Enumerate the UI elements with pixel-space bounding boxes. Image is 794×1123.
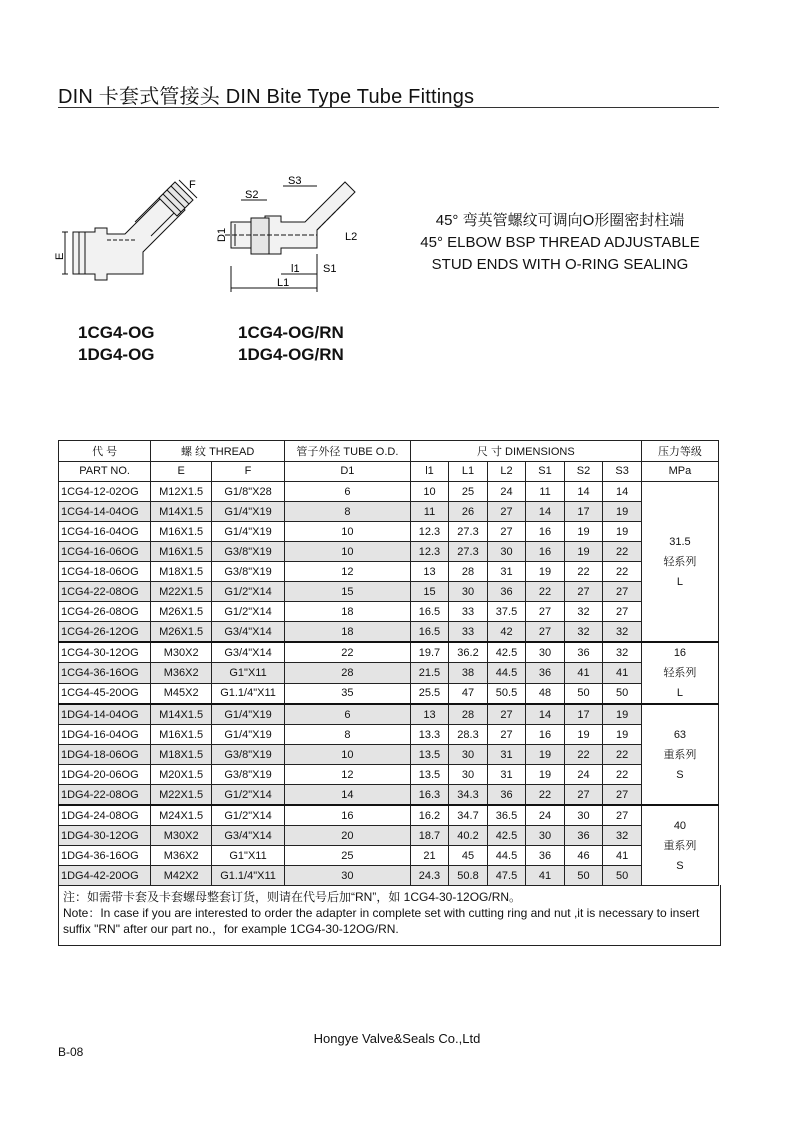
dim-label-D1: D1 — [216, 227, 228, 242]
table-cell: M42X2 — [151, 866, 212, 886]
pressure-class-letter: S — [676, 859, 684, 872]
table-cell: 16 — [526, 522, 565, 542]
table-cell: 1DG4-22-08OG — [59, 785, 151, 806]
page-title: DIN 卡套式管接头 DIN Bite Type Tube Fittings — [58, 86, 475, 108]
table-row — [59, 602, 719, 622]
table-cell: 31 — [487, 765, 526, 785]
table-cell: 10 — [285, 542, 411, 562]
table-cell: 22 — [285, 642, 411, 663]
table-cell: 35 — [285, 683, 411, 704]
table-cell: 36 — [564, 826, 603, 846]
table-cell: G1/4"X19 — [212, 725, 285, 745]
table-cell: 22 — [603, 745, 642, 765]
table-cell: G1.1/4"X11 — [212, 683, 285, 704]
table-cell: 46 — [564, 846, 603, 866]
table-cell: 14 — [526, 704, 565, 725]
table-cell: 50 — [603, 866, 642, 886]
table-row — [59, 704, 719, 725]
table-cell: M16X1.5 — [151, 522, 212, 542]
table-row — [59, 562, 719, 582]
header-tube-od: 管子外径 TUBE O.D. — [285, 441, 411, 462]
table-cell: M26X1.5 — [151, 602, 212, 622]
pressure-class-letter: L — [676, 687, 683, 699]
table-cell: 1CG4-16-06OG — [59, 542, 151, 562]
table-cell: 32 — [603, 642, 642, 663]
dim-label-L2: L2 — [345, 231, 358, 243]
table-row — [59, 663, 719, 683]
table-cell: 27 — [564, 785, 603, 806]
table-cell: 27 — [526, 602, 565, 622]
model-code: 1DG4-OG — [78, 345, 155, 364]
table-cell: G1"X11 — [212, 846, 285, 866]
pressure-class-pressure: 63 — [673, 728, 687, 741]
table-cell: M36X2 — [151, 663, 212, 683]
table-cell: 48 — [526, 683, 565, 704]
dim-label-l1: l1 — [291, 263, 300, 275]
table-cell: 1DG4-36-16OG — [59, 846, 151, 866]
table-cell: G3/8"X19 — [212, 765, 285, 785]
table-cell: 1DG4-16-04OG — [59, 725, 151, 745]
pressure-class-series: 轻系列 — [663, 667, 697, 679]
table-cell: 18 — [285, 602, 411, 622]
table-cell: 22 — [603, 765, 642, 785]
table-cell: M16X1.5 — [151, 542, 212, 562]
table-cell: 24 — [487, 482, 526, 502]
table-row — [59, 522, 719, 542]
table-cell: 32 — [603, 826, 642, 846]
table-cell: 27 — [526, 622, 565, 643]
table-cell: 1CG4-26-12OG — [59, 622, 151, 643]
product-description — [390, 210, 730, 276]
table-cell: 27 — [487, 725, 526, 745]
table-cell: 11 — [410, 502, 449, 522]
table-cell: 13 — [410, 562, 449, 582]
header-L2: L2 — [487, 461, 526, 482]
model-codes-left — [78, 322, 155, 366]
table-cell: 1DG4-20-06OG — [59, 765, 151, 785]
table-cell: 16.5 — [410, 622, 449, 643]
table-cell: 12.3 — [410, 522, 449, 542]
table-cell: 41 — [603, 846, 642, 866]
table-cell: 27 — [487, 522, 526, 542]
table-cell: 22 — [603, 562, 642, 582]
table-cell: 27 — [603, 805, 642, 826]
table-header-row-1 — [59, 441, 719, 462]
dim-label-S2: S2 — [245, 189, 259, 201]
table-cell: 12 — [285, 765, 411, 785]
table-cell: 20 — [285, 826, 411, 846]
table-cell: 1DG4-14-04OG — [59, 704, 151, 725]
table-cell: 27 — [564, 582, 603, 602]
table-cell: 33 — [449, 602, 488, 622]
table-cell: 36.5 — [487, 805, 526, 826]
table-cell: 1CG4-30-12OG — [59, 642, 151, 663]
table-cell: 1DG4-18-06OG — [59, 745, 151, 765]
table-cell: M36X2 — [151, 846, 212, 866]
order-note — [58, 885, 721, 946]
table-cell: 21.5 — [410, 663, 449, 683]
table-cell: 1CG4-12-02OG — [59, 482, 151, 502]
table-cell: G1.1/4"X11 — [212, 866, 285, 886]
table-row — [59, 725, 719, 745]
table-cell: 16 — [526, 542, 565, 562]
table-cell: 19 — [564, 522, 603, 542]
table-cell: 42.5 — [487, 826, 526, 846]
table-cell: 28 — [285, 663, 411, 683]
company-name: Hongye Valve&Seals Co.,Ltd — [313, 1031, 481, 1046]
header-rule — [58, 107, 719, 108]
table-cell: 47 — [449, 683, 488, 704]
table-cell: 44.5 — [487, 663, 526, 683]
header-L1: L1 — [449, 461, 488, 482]
table-cell: M45X2 — [151, 683, 212, 704]
table-cell: 36 — [487, 582, 526, 602]
table-cell: 1CG4-45-20OG — [59, 683, 151, 704]
table-cell: G1/2"X14 — [212, 582, 285, 602]
pressure-class-pressure: 31.5 — [669, 535, 691, 548]
dim-label-F: F — [189, 179, 196, 191]
pressure-class-pressure: 16 — [673, 647, 687, 659]
table-cell: 19 — [526, 745, 565, 765]
table-cell: 30 — [564, 805, 603, 826]
table-cell: 22 — [526, 785, 565, 806]
description-cn: 45° 弯英管螺纹可调向O形圈密封柱端 — [435, 212, 685, 229]
table-cell: 37.5 — [487, 602, 526, 622]
table-cell: 36.2 — [449, 642, 488, 663]
table-cell: 27.3 — [449, 542, 488, 562]
dim-label-L1: L1 — [277, 277, 290, 289]
dim-label-S3: S3 — [288, 175, 302, 187]
table-cell: G3/8"X19 — [212, 542, 285, 562]
table-cell: 24.3 — [410, 866, 449, 886]
table-cell: 14 — [564, 482, 603, 502]
table-cell: 22 — [564, 562, 603, 582]
table-cell: 34.3 — [449, 785, 488, 806]
table-cell: 30 — [449, 765, 488, 785]
pressure-class-series: 重系列 — [663, 839, 697, 852]
note-en: Note：In case if you are interested to order the adapter in complete set with cutting ring and nut ,it is necessary to insert suffix "RN" after our part no.，for example 1CG4-30-12OG/RN. — [63, 906, 700, 936]
table-cell: M18X1.5 — [151, 745, 212, 765]
model-code: 1CG4-OG — [78, 323, 155, 342]
table-row — [59, 642, 719, 663]
table-cell: 32 — [603, 622, 642, 643]
table-cell: 25 — [449, 482, 488, 502]
table-row — [59, 582, 719, 602]
table-cell: G1"X11 — [212, 663, 285, 683]
table-cell: 31 — [487, 745, 526, 765]
table-cell: 19 — [526, 765, 565, 785]
table-cell: G1/2"X14 — [212, 805, 285, 826]
table-cell: 1CG4-26-08OG — [59, 602, 151, 622]
table-cell: G1/4"X19 — [212, 502, 285, 522]
table-cell: 1DG4-30-12OG — [59, 826, 151, 846]
table-cell: M14X1.5 — [151, 502, 212, 522]
table-cell: M18X1.5 — [151, 562, 212, 582]
table-cell: 41 — [603, 663, 642, 683]
table-cell: 16 — [285, 805, 411, 826]
table-cell: M12X1.5 — [151, 482, 212, 502]
table-cell: G1/8"X28 — [212, 482, 285, 502]
table-cell: M24X1.5 — [151, 805, 212, 826]
table-cell: 1CG4-22-08OG — [59, 582, 151, 602]
table-cell: 19 — [603, 522, 642, 542]
table-cell: 10 — [285, 745, 411, 765]
table-cell: 19.7 — [410, 642, 449, 663]
table-cell: 28 — [449, 704, 488, 725]
header-thread: 螺 纹 THREAD — [151, 441, 285, 462]
table-cell: M30X2 — [151, 826, 212, 846]
table-cell: 27.3 — [449, 522, 488, 542]
table-cell: 44.5 — [487, 846, 526, 866]
table-row — [59, 745, 719, 765]
table-cell: 19 — [603, 502, 642, 522]
table-row — [59, 683, 719, 704]
table-cell: G3/4"X14 — [212, 642, 285, 663]
table-cell: 19 — [526, 562, 565, 582]
table-cell: 50 — [603, 683, 642, 704]
table-row — [59, 826, 719, 846]
table-row — [59, 785, 719, 806]
table-cell: 40.2 — [449, 826, 488, 846]
table-cell: 41 — [564, 663, 603, 683]
table-cell: 1DG4-42-20OG — [59, 866, 151, 886]
table-cell: 1CG4-16-04OG — [59, 522, 151, 542]
table-cell: 42 — [487, 622, 526, 643]
table-cell: 24 — [564, 765, 603, 785]
table-cell: M26X1.5 — [151, 622, 212, 643]
pressure-class-letter: S — [676, 768, 684, 781]
table-cell: 14 — [603, 482, 642, 502]
table-cell: 47.5 — [487, 866, 526, 886]
table-cell: M16X1.5 — [151, 725, 212, 745]
header-S1: S1 — [526, 461, 565, 482]
table-cell: 13.3 — [410, 725, 449, 745]
pressure-class-cell — [641, 482, 718, 643]
table-cell: 14 — [285, 785, 411, 806]
header-dimensions: 尺 寸 DIMENSIONS — [410, 441, 641, 462]
header-mpa: MPa — [641, 461, 718, 482]
header-l1: l1 — [410, 461, 449, 482]
model-code: 1CG4-OG/RN — [238, 323, 344, 342]
table-cell: 32 — [564, 602, 603, 622]
table-cell: 32 — [564, 622, 603, 643]
table-row — [59, 866, 719, 886]
pressure-class-series: 轻系列 — [663, 555, 697, 568]
table-cell: M30X2 — [151, 642, 212, 663]
table-cell: 38 — [449, 663, 488, 683]
table-cell: 26 — [449, 502, 488, 522]
table-cell: M22X1.5 — [151, 582, 212, 602]
table-cell: 36 — [564, 642, 603, 663]
table-cell: 13 — [410, 704, 449, 725]
table-cell: 6 — [285, 704, 411, 725]
table-cell: 1DG4-24-08OG — [59, 805, 151, 826]
table-cell: 17 — [564, 704, 603, 725]
table-cell: 31 — [487, 562, 526, 582]
pressure-class-series: 重系列 — [663, 748, 697, 761]
table-cell: 1CG4-14-04OG — [59, 502, 151, 522]
table-cell: 50.5 — [487, 683, 526, 704]
table-cell: 16.2 — [410, 805, 449, 826]
table-cell: 28 — [449, 562, 488, 582]
table-cell: 45 — [449, 846, 488, 866]
table-cell: 50 — [564, 866, 603, 886]
table-cell: 30 — [526, 642, 565, 663]
table-cell: 13.5 — [410, 765, 449, 785]
table-cell: 22 — [564, 745, 603, 765]
table-cell: 19 — [603, 725, 642, 745]
dim-label-E: E — [54, 252, 66, 260]
table-cell: 10 — [285, 522, 411, 542]
table-row — [59, 846, 719, 866]
table-row — [59, 542, 719, 562]
table-header-row-2 — [59, 461, 719, 482]
table-cell: G1/4"X19 — [212, 704, 285, 725]
table-cell: 27 — [487, 704, 526, 725]
table-cell: 1CG4-36-16OG — [59, 663, 151, 683]
table-cell: 19 — [603, 704, 642, 725]
table-cell: 27 — [487, 502, 526, 522]
table-cell: 16 — [526, 725, 565, 745]
table-cell: 22 — [526, 582, 565, 602]
table-cell: 10 — [410, 482, 449, 502]
table-cell: 27 — [603, 602, 642, 622]
table-cell: 13.5 — [410, 745, 449, 765]
table-row — [59, 622, 719, 643]
table-row — [59, 482, 719, 502]
table-cell: 50 — [564, 683, 603, 704]
table-cell: 19 — [564, 725, 603, 745]
table-cell: 24 — [526, 805, 565, 826]
table-cell: 25 — [285, 846, 411, 866]
table-cell: 8 — [285, 725, 411, 745]
table-cell: G3/4"X14 — [212, 826, 285, 846]
description-en-2: STUD ENDS WITH O-RING SEALING — [431, 256, 689, 273]
table-cell: 34.7 — [449, 805, 488, 826]
table-cell: G1/4"X19 — [212, 522, 285, 542]
table-cell: G1/2"X14 — [212, 785, 285, 806]
header-S2: S2 — [564, 461, 603, 482]
table-cell: 8 — [285, 502, 411, 522]
table-cell: 30 — [449, 582, 488, 602]
table-cell: M22X1.5 — [151, 785, 212, 806]
table-cell: 41 — [526, 866, 565, 886]
table-cell: 36 — [487, 785, 526, 806]
table-cell: 16.3 — [410, 785, 449, 806]
table-cell: G3/8"X19 — [212, 562, 285, 582]
table-cell: G3/8"X19 — [212, 745, 285, 765]
table-cell: 11 — [526, 482, 565, 502]
table-cell: 21 — [410, 846, 449, 866]
table-cell: 22 — [603, 542, 642, 562]
table-cell: 18.7 — [410, 826, 449, 846]
table-cell: 33 — [449, 622, 488, 643]
table-cell: 36 — [526, 846, 565, 866]
table-cell: 50.8 — [449, 866, 488, 886]
table-cell: 30 — [526, 826, 565, 846]
header-part-no: PART NO. — [59, 461, 151, 482]
dim-label-S1: S1 — [323, 263, 337, 275]
model-codes-right — [238, 322, 344, 366]
description-en-1: 45° ELBOW BSP THREAD ADJUSTABLE — [420, 234, 700, 251]
table-cell: 16.5 — [410, 602, 449, 622]
table-cell: 19 — [564, 542, 603, 562]
table-cell: 6 — [285, 482, 411, 502]
pressure-class-cell — [641, 805, 718, 886]
table-cell: G1/2"X14 — [212, 602, 285, 622]
table-cell: 27 — [603, 582, 642, 602]
table-cell: 1CG4-18-06OG — [59, 562, 151, 582]
table-cell: G3/4"X14 — [212, 622, 285, 643]
table-cell: 30 — [449, 745, 488, 765]
header-pressure: 压力等级 — [641, 441, 718, 462]
table-cell: 14 — [526, 502, 565, 522]
table-cell: 30 — [487, 542, 526, 562]
spec-table — [58, 440, 719, 886]
pressure-class-cell — [641, 704, 718, 805]
table-cell: 12 — [285, 562, 411, 582]
table-cell: 27 — [603, 785, 642, 806]
note-cn: 注：如需带卡套及卡套螺母整套订货，则请在代号后加“RN”，如 1CG4-30-12OG/RN。 — [63, 890, 522, 904]
header-D1: D1 — [285, 461, 411, 482]
table-cell: 15 — [410, 582, 449, 602]
table-cell: 42.5 — [487, 642, 526, 663]
table-cell: 17 — [564, 502, 603, 522]
model-code: 1DG4-OG/RN — [238, 345, 344, 364]
table-cell: 25.5 — [410, 683, 449, 704]
table-cell: 30 — [285, 866, 411, 886]
fitting-drawing — [54, 170, 358, 300]
table-cell: 15 — [285, 582, 411, 602]
pressure-class-letter: L — [676, 575, 683, 588]
table-cell: M20X1.5 — [151, 765, 212, 785]
table-cell: M14X1.5 — [151, 704, 212, 725]
header-S3: S3 — [603, 461, 642, 482]
table-cell: 12.3 — [410, 542, 449, 562]
table-cell: 36 — [526, 663, 565, 683]
pressure-class-cell — [641, 642, 718, 704]
table-cell: 18 — [285, 622, 411, 643]
table-row — [59, 502, 719, 522]
header-F: F — [212, 461, 285, 482]
page-number: B-08 — [58, 1045, 84, 1059]
table-row — [59, 805, 719, 826]
header-code: 代 号 — [59, 441, 151, 462]
header-E: E — [151, 461, 212, 482]
pressure-class-pressure: 40 — [673, 819, 687, 832]
table-cell: 28.3 — [449, 725, 488, 745]
table-row — [59, 765, 719, 785]
